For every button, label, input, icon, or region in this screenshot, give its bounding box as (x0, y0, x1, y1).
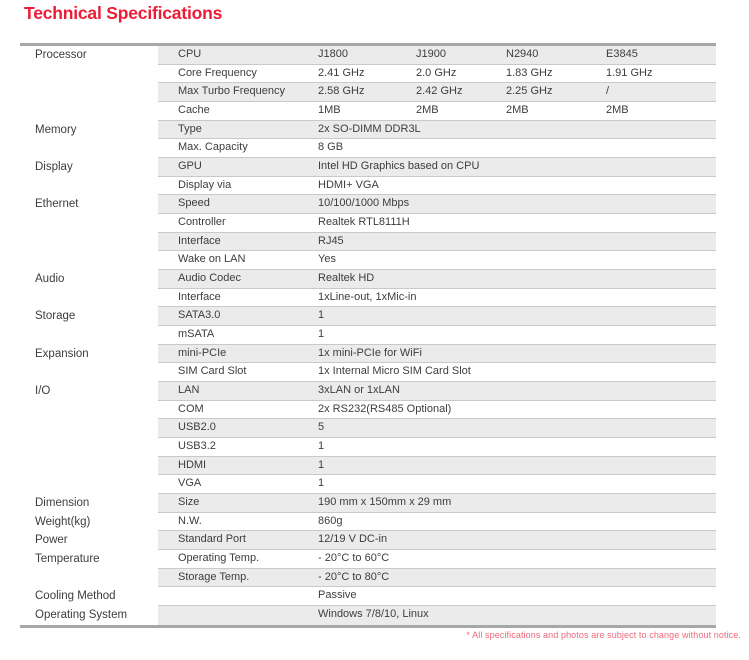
spec-name-cell: Max. Capacity (178, 141, 248, 154)
category-cell: Memory (20, 121, 158, 140)
row-content (158, 401, 716, 420)
spec-name-cell: Display via (178, 178, 232, 191)
footnote-text: * All specifications and photos are subject to change without notice. (466, 630, 741, 640)
spec-value-cell: 1x mini-PCIe for WiFi (318, 346, 422, 359)
spec-value-cell: 2x RS232(RS485 Optional) (318, 402, 452, 415)
category-cell: Cooling Method (20, 587, 158, 606)
category-cell (20, 569, 158, 588)
spec-name-cell: mini-PCIe (178, 346, 227, 359)
spec-value-cell: 1 (318, 477, 325, 490)
spec-name-cell (158, 587, 318, 605)
table-row (20, 457, 716, 476)
table-row (20, 195, 716, 214)
row-content (158, 587, 716, 606)
spec-name-cell: Max Turbo Frequency (178, 85, 285, 98)
spec-name-cell: USB2.0 (178, 421, 216, 434)
spec-value-cell: 1MB (318, 104, 341, 117)
table-row (20, 46, 716, 65)
row-content (158, 46, 716, 65)
spec-value-cell: RJ45 (318, 234, 344, 247)
spec-value-cell: Yes (318, 253, 336, 266)
row-content (158, 494, 716, 513)
spec-value-cell: 190 mm x 150mm x 29 mm (318, 496, 452, 509)
category-cell: Storage (20, 307, 158, 326)
spec-name-cell: Interface (178, 290, 221, 303)
table-row (20, 214, 716, 233)
spec-value-cell: 2.41 GHz (318, 66, 365, 79)
category-cell (20, 289, 158, 308)
table-row (20, 177, 716, 196)
table-row (20, 569, 716, 588)
category-cell (20, 65, 158, 84)
spec-value-cell: 3xLAN or 1xLAN (318, 384, 400, 397)
category-cell: Operating System (20, 606, 158, 625)
spec-value-cell: 2.58 GHz (318, 85, 365, 98)
table-row (20, 233, 716, 252)
spec-name-cell: USB3.2 (178, 440, 216, 453)
row-content (158, 419, 716, 438)
spec-name-cell: Interface (178, 234, 221, 247)
spec-value-cell: Passive (318, 589, 357, 602)
spec-name-cell: HDMI (178, 458, 207, 471)
row-content (158, 251, 716, 270)
spec-value-cell: 1x Internal Micro SIM Card Slot (318, 365, 471, 378)
spec-value-cell: 2x SO-DIMM DDR3L (318, 122, 421, 135)
spec-name-cell: Wake on LAN (178, 253, 246, 266)
category-cell: Temperature (20, 550, 158, 569)
row-content (158, 513, 716, 532)
spec-value-cell: 10/100/1000 Mbps (318, 197, 410, 210)
row-content (158, 382, 716, 401)
table-row (20, 513, 716, 532)
spec-value-cell: 1 (318, 309, 325, 322)
row-content (158, 83, 716, 102)
category-cell: I/O (20, 382, 158, 401)
category-cell (20, 139, 158, 158)
table-row (20, 606, 716, 625)
category-cell: Power (20, 531, 158, 550)
category-cell (20, 326, 158, 345)
row-content (158, 307, 716, 326)
spec-value-cell: J1900 (416, 48, 446, 60)
row-content (158, 475, 716, 494)
table-row (20, 494, 716, 513)
table-row (20, 102, 716, 121)
category-cell (20, 419, 158, 438)
spec-value-cell: 1.91 GHz (606, 66, 653, 79)
spec-name-cell: SATA3.0 (178, 309, 221, 322)
table-row (20, 307, 716, 326)
spec-name-cell: Core Frequency (178, 66, 257, 79)
row-content (158, 606, 716, 625)
spec-value-cell: 2MB (416, 104, 439, 117)
category-cell (20, 102, 158, 121)
spec-value-cell: 8 GB (318, 141, 344, 154)
row-content (158, 214, 716, 233)
table-row (20, 587, 716, 606)
row-content (158, 233, 716, 252)
table-row (20, 251, 716, 270)
row-content (158, 569, 716, 588)
table-row (20, 419, 716, 438)
table-row (20, 401, 716, 420)
spec-value-cell: - 20°C to 80°C (318, 570, 390, 583)
row-content (158, 195, 716, 214)
spec-name-cell: mSATA (178, 328, 215, 341)
category-cell (20, 177, 158, 196)
spec-value-cell: Realtek RTL8111H (318, 216, 410, 229)
row-content (158, 102, 716, 121)
spec-name-cell: Size (178, 496, 200, 509)
row-content (158, 531, 716, 550)
row-content (158, 65, 716, 84)
spec-value-cell: 2.0 GHz (416, 66, 457, 79)
spec-value-cell: Intel HD Graphics based on CPU (318, 160, 480, 173)
spec-value-cell: J1800 (318, 48, 348, 60)
table-row (20, 65, 716, 84)
table-row (20, 475, 716, 494)
page-title: Technical Specifications (24, 3, 223, 23)
table-row (20, 158, 716, 177)
spec-value-cell: N2940 (506, 48, 539, 60)
row-content (158, 363, 716, 382)
spec-name-cell: CPU (178, 48, 202, 60)
category-cell (20, 438, 158, 457)
row-content (158, 139, 716, 158)
spec-value-cell: 2.42 GHz (416, 85, 463, 98)
table-row (20, 550, 716, 569)
category-cell: Expansion (20, 345, 158, 364)
spec-value-cell: 12/19 V DC-in (318, 533, 388, 546)
spec-value-cell: E3845 (606, 48, 638, 60)
spec-value-cell: 1xLine-out, 1xMic-in (318, 290, 417, 303)
category-cell (20, 251, 158, 270)
category-cell: Dimension (20, 494, 158, 513)
category-cell: Ethernet (20, 195, 158, 214)
row-content (158, 289, 716, 308)
spec-name-cell: Audio Codec (178, 272, 241, 285)
spec-name-cell: N.W. (178, 514, 202, 527)
category-cell (20, 475, 158, 494)
category-cell (20, 83, 158, 102)
table-row (20, 345, 716, 364)
spec-name-cell: SIM Card Slot (178, 365, 247, 378)
category-cell (20, 214, 158, 233)
spec-name-cell: GPU (178, 160, 202, 173)
row-content (158, 177, 716, 196)
table-row (20, 382, 716, 401)
table-row (20, 289, 716, 308)
table-row (20, 121, 716, 140)
spec-value-cell: 2MB (506, 104, 529, 117)
spec-name-cell: Speed (178, 197, 210, 210)
category-cell: Display (20, 158, 158, 177)
spec-name-cell: Standard Port (178, 533, 246, 546)
category-cell (20, 401, 158, 420)
row-content (158, 438, 716, 457)
category-cell (20, 363, 158, 382)
category-cell (20, 233, 158, 252)
spec-name-cell: Storage Temp. (178, 570, 250, 583)
table-row (20, 363, 716, 382)
spec-name-cell: Operating Temp. (178, 552, 260, 565)
spec-value-cell: HDMI+ VGA (318, 178, 379, 191)
spec-value-cell: 1.83 GHz (506, 66, 553, 79)
spec-value-cell: - 20°C to 60°C (318, 552, 390, 565)
spec-name-cell: COM (178, 402, 204, 415)
spec-name-cell: Controller (178, 216, 226, 229)
table-row (20, 438, 716, 457)
spec-name-cell: VGA (178, 477, 202, 490)
spec-value-cell: Realtek HD (318, 272, 375, 285)
category-cell: Weight(kg) (20, 513, 158, 532)
row-content (158, 270, 716, 289)
table-row (20, 531, 716, 550)
table-row (20, 270, 716, 289)
spec-name-cell: LAN (178, 384, 200, 397)
row-content (158, 550, 716, 569)
spec-value-cell: Windows 7/8/10, Linux (318, 608, 429, 621)
spec-name-cell (158, 606, 318, 625)
row-content (158, 158, 716, 177)
category-cell: Audio (20, 270, 158, 289)
spec-value-cell: 1 (318, 458, 325, 471)
row-content (158, 345, 716, 364)
category-cell: Processor (20, 46, 158, 65)
spec-value-cell: 5 (318, 421, 325, 434)
spec-value-cell: 1 (318, 328, 325, 341)
spec-name-cell: Cache (178, 104, 210, 117)
table-row (20, 139, 716, 158)
spec-value-cell: 2.25 GHz (506, 85, 553, 98)
spec-value-cell: 1 (318, 440, 325, 453)
spec-value-cell: 2MB (606, 104, 629, 117)
category-cell (20, 457, 158, 476)
spec-name-cell: Type (178, 122, 202, 135)
spec-value-cell: 860g (318, 514, 343, 527)
row-content (158, 326, 716, 345)
spec-value-cell: / (606, 85, 610, 98)
table-row (20, 326, 716, 345)
row-content (158, 457, 716, 476)
spec-table (20, 43, 716, 628)
table-row (20, 83, 716, 102)
row-content (158, 121, 716, 140)
